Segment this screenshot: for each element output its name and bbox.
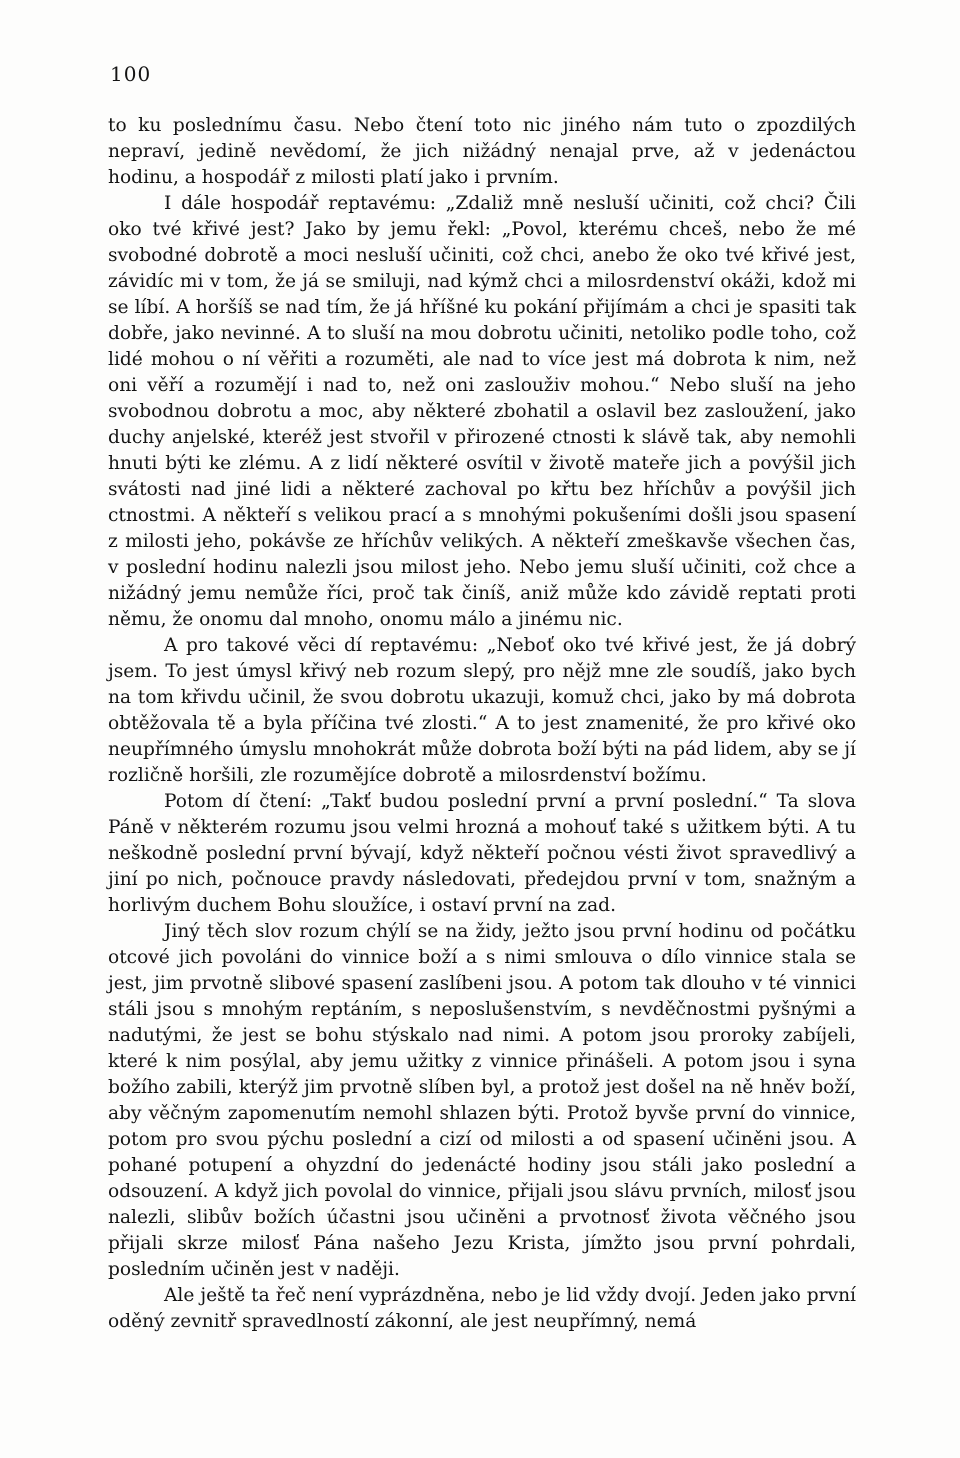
paragraph: Jiný těch slov rozum chýlí se na židy, ježto jsou první hodinu od počátku otcové jich povoláni do vinnice boží a s nimi smlouva o dílo vinnice stala se jest, jim prvotně slibové spasení zaslíbeni jsou. A potom tak dlouho v té vinnici stáli jsou s mnohým reptáním, s neposlušenstvím, s nevděčnostmi pyšnými a nadutými, že jest se bohu stýskalo nad nimi. A potom jsou proroky zabíjeli, které k nim posýlal, aby jemu užitky z vinnice přinášeli. A potom jsou i syna božího zabili, kterýž jim prvotně slíben byl, a protož jest došel na ně hněv boží, aby věčným zapomenutím nemohl shlazen býti. Protož byvše první do vinnice, potom pro svou pýchu poslední a cizí od milosti a od spasení učiněni jsou. A pohané potupení a ohyzdní do jedenácté hodiny jsou stáli jako poslední a odsouzení. A když jich povolal do vinnice, přijali jsou slávu prvních, milosť jsou nalezli, slibův božích účastni jsou učiněni a prvotnosť života věčného jsou přijali skrze milosť Pána našeho Jezu Krista, jímžto jsou první pohrdali, posledním učiněn jest v naději. <box>108 921 856 1280</box>
body-text <box>108 113 856 1335</box>
paragraph: A pro takové věci dí reptavému: „Neboť oko tvé křivé jest, že já dobrý jsem. To jest úmysl křivý neb rozum slepý, pro nějž mne zle soudíš, jako bych na tom křivdu učinil, že svou dobrotu ukazuji, komuž chci, jako by má dobrota obtěžovala tě a byla příčina tvé zlosti.“ A to jest znamenité, že pro křivé oko neupřímného úmyslu mnohokrát může dobrota boží býti na pád lidem, aby se jí rozličně horšili, zle rozumějíce dobrotě a milosrdenství božímu. <box>108 635 856 786</box>
paragraph: Potom dí čtení: „Takť budou poslední první a první poslední.“ Ta slova Páně v některém rozumu jsou velmi hrozná a mohouť také s užitkem býti. A tu neškodně poslední první bývají, když někteří počnou vésti život spravedlivý a jiní po nich, počnouce pravdy následovati, předejdou první v tom, snažným a horlivým duchem Bohu sloužíce, i ostaví první na zad. <box>108 791 856 916</box>
paragraph: to ku poslednímu času. Nebo čtení toto nic jiného nám tuto o zpozdilých nepraví, jedině nevědomí, že jich nižádný nenajal prve, až v jedenáctou hodinu, a hospodář z milosti platí jako i prvním. <box>108 115 856 188</box>
page-number: 100 <box>110 62 152 86</box>
paragraph: Ale ještě ta řeč není vyprázdněna, nebo je lid vždy dvojí. Jeden jako první oděný zevnitř spravedlností zákonní, ale jest neupřímný, nemá <box>108 1285 856 1332</box>
paragraph: I dále hospodář reptavému: „Zdaliž mně nesluší učiniti, což chci? Čili oko tvé křivé jest? Jako by jemu řekl: „Povol, kterému chceš, nebo že mé svobodné dobrotě a moci nesluší učiniti, což chci, anebo že oko tvé křivé jest, závidíc mi v tom, že já se smiluji, nad kýmž chci a milosrdenství okáži, kdož mi se líbí. A horšíš se nad tím, že já hříšné ku pokání přijímám a chci je spasiti tak dobře, jako nevinné. A to sluší na mou dobrotu učiniti, netoliko podle toho, což lidé mohou o ní věřiti a rozuměti, ale nad to více jest má dobrota k nim, než oni věří a rozumějí i nad to, než oni zaslouživ mohou.“ Nebo sluší na jeho svobodnou dobrotu a moc, aby některé zbohatil a oslavil bez zasloužení, jako duchy anjelské, kteréž jest stvořil v přirozené ctnosti k slávě tak, aby nemohli hnuti býti ke zlému. A z lidí některé osvítil v životě mateře jich a povýšil jich svátosti nad jiné lidi a některé zachoval po křtu bez hříchův a povýšil jich ctnostmi. A někteří s velikou prací a s mnohými pokušeními došli jsou spasení z milosti jeho, pokávše ze hříchův velikých. A někteří zmeškavše všechen čas, v poslední hodinu nalezli jsou milost jeho. Nebo jemu sluší učiniti, což chce a nižádný jemu nemůže říci, proč tak činíš, aniž může kdo závidě reptati proti němu, že onomu dal mnoho, onomu málo a jinému nic. <box>108 193 856 630</box>
